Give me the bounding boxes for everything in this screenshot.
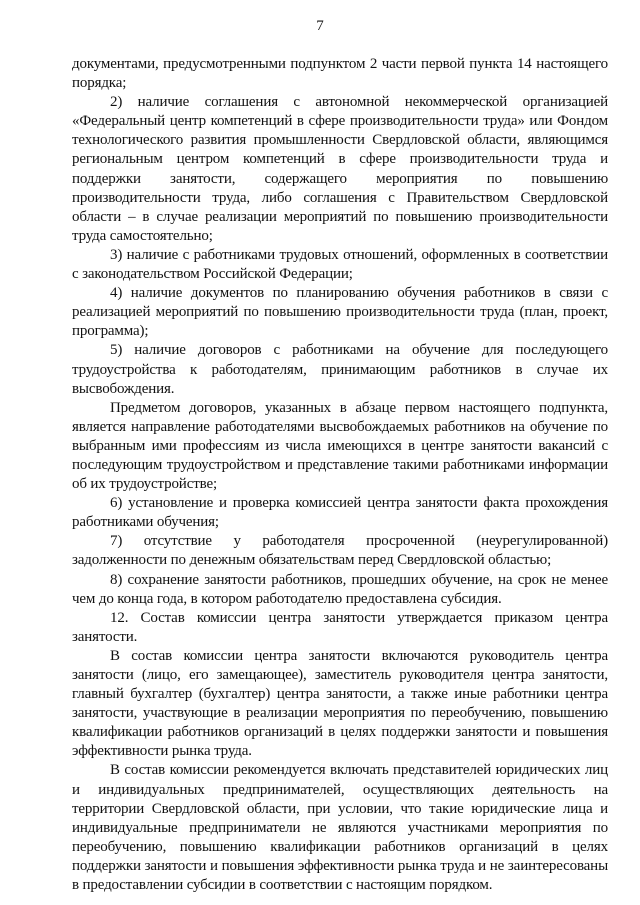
paragraph-item-3: 3) наличие с работниками трудовых отношений, оформленных в соответствии с законодательством Российской Федерации; [72,246,608,283]
paragraph-item-4: 4) наличие документов по планированию обучения работников в связи с реализацией мероприятий по повышению производительности труда (план, проект, программа); [72,285,608,340]
paragraph-item-2: 2) наличие соглашения с автономной некоммерческой организацией «Федеральный центр компетенций в сфере производительности труда» или Фондом технологического развития промышленности Свердловской области, являющимся региональным центром компетенций в сфере производительности труда и поддержки занятости, содержащего мероприятия по повышению производительности труда, либо соглашения с Правительством Свердловской области – в случае реализации мероприятий по повышению производительности труда самостоятельно; [72,94,608,244]
paragraph-contract-subject: Предметом договоров, указанных в абзаце первом настоящего подпункта, является направление работодателями высвобождаемых работников на обучение по выбранным ими профессиям из числа имеющихся в центре занятости вакансий с последующим трудоустройством и представление такими работниками информации об их трудоустройстве; [72,399,608,493]
paragraph-commission-members: В состав комиссии центра занятости включаются руководитель центра занятости (лицо, его замещающее), заместитель руководителя центра занятости, главный бухгалтер (бухгалтер) центра занятости, а также иные работники центра занятости, участвующие в реализации мероприятия по переобучению, повышению квалификации работников организаций в целях поддержки занятости и повышения эффективности рынка труда. [72,647,608,760]
document-body [72,55,608,895]
page-number: 7 [316,18,324,34]
paragraph-clause-12: 12. Состав комиссии центра занятости утверждается приказом центра занятости. [72,609,608,645]
paragraph-item-6: 6) установление и проверка комиссией центра занятости факта прохождения работниками обучения; [72,495,608,531]
paragraph-item-8: 8) сохранение занятости работников, прошедших обучение, на срок не менее чем до конца года, в котором работодателю предоставлена субсидия. [72,571,608,607]
paragraph-item-7: 7) отсутствие у работодателя просроченной (неурегулированной) задолженности по денежным обязательствам перед Свердловской областью; [72,533,608,569]
paragraph-commission-recommendation: В состав комиссии рекомендуется включать представителей юридических лиц и индивидуальных предпринимателей, осуществляющих деятельность на территории Свердловской области, при условии, что такие юридические лица и индивидуальные предприниматели не являются участниками мероприятия по переобучению, повышению квалификации работников организаций в целях поддержки занятости и повышения эффективности рынка труда и не заинтересованы в предоставлении субсидии в соответствии с настоящим порядком. [72,762,608,894]
paragraph-continuation: документами, предусмотренными подпунктом 2 части первой пункта 14 настоящего порядка; [72,56,608,92]
paragraph-item-5: 5) наличие договоров с работниками на обучение для последующего трудоустройства к работодателям, принимающим работников в случае их высвобождения. [72,342,608,397]
